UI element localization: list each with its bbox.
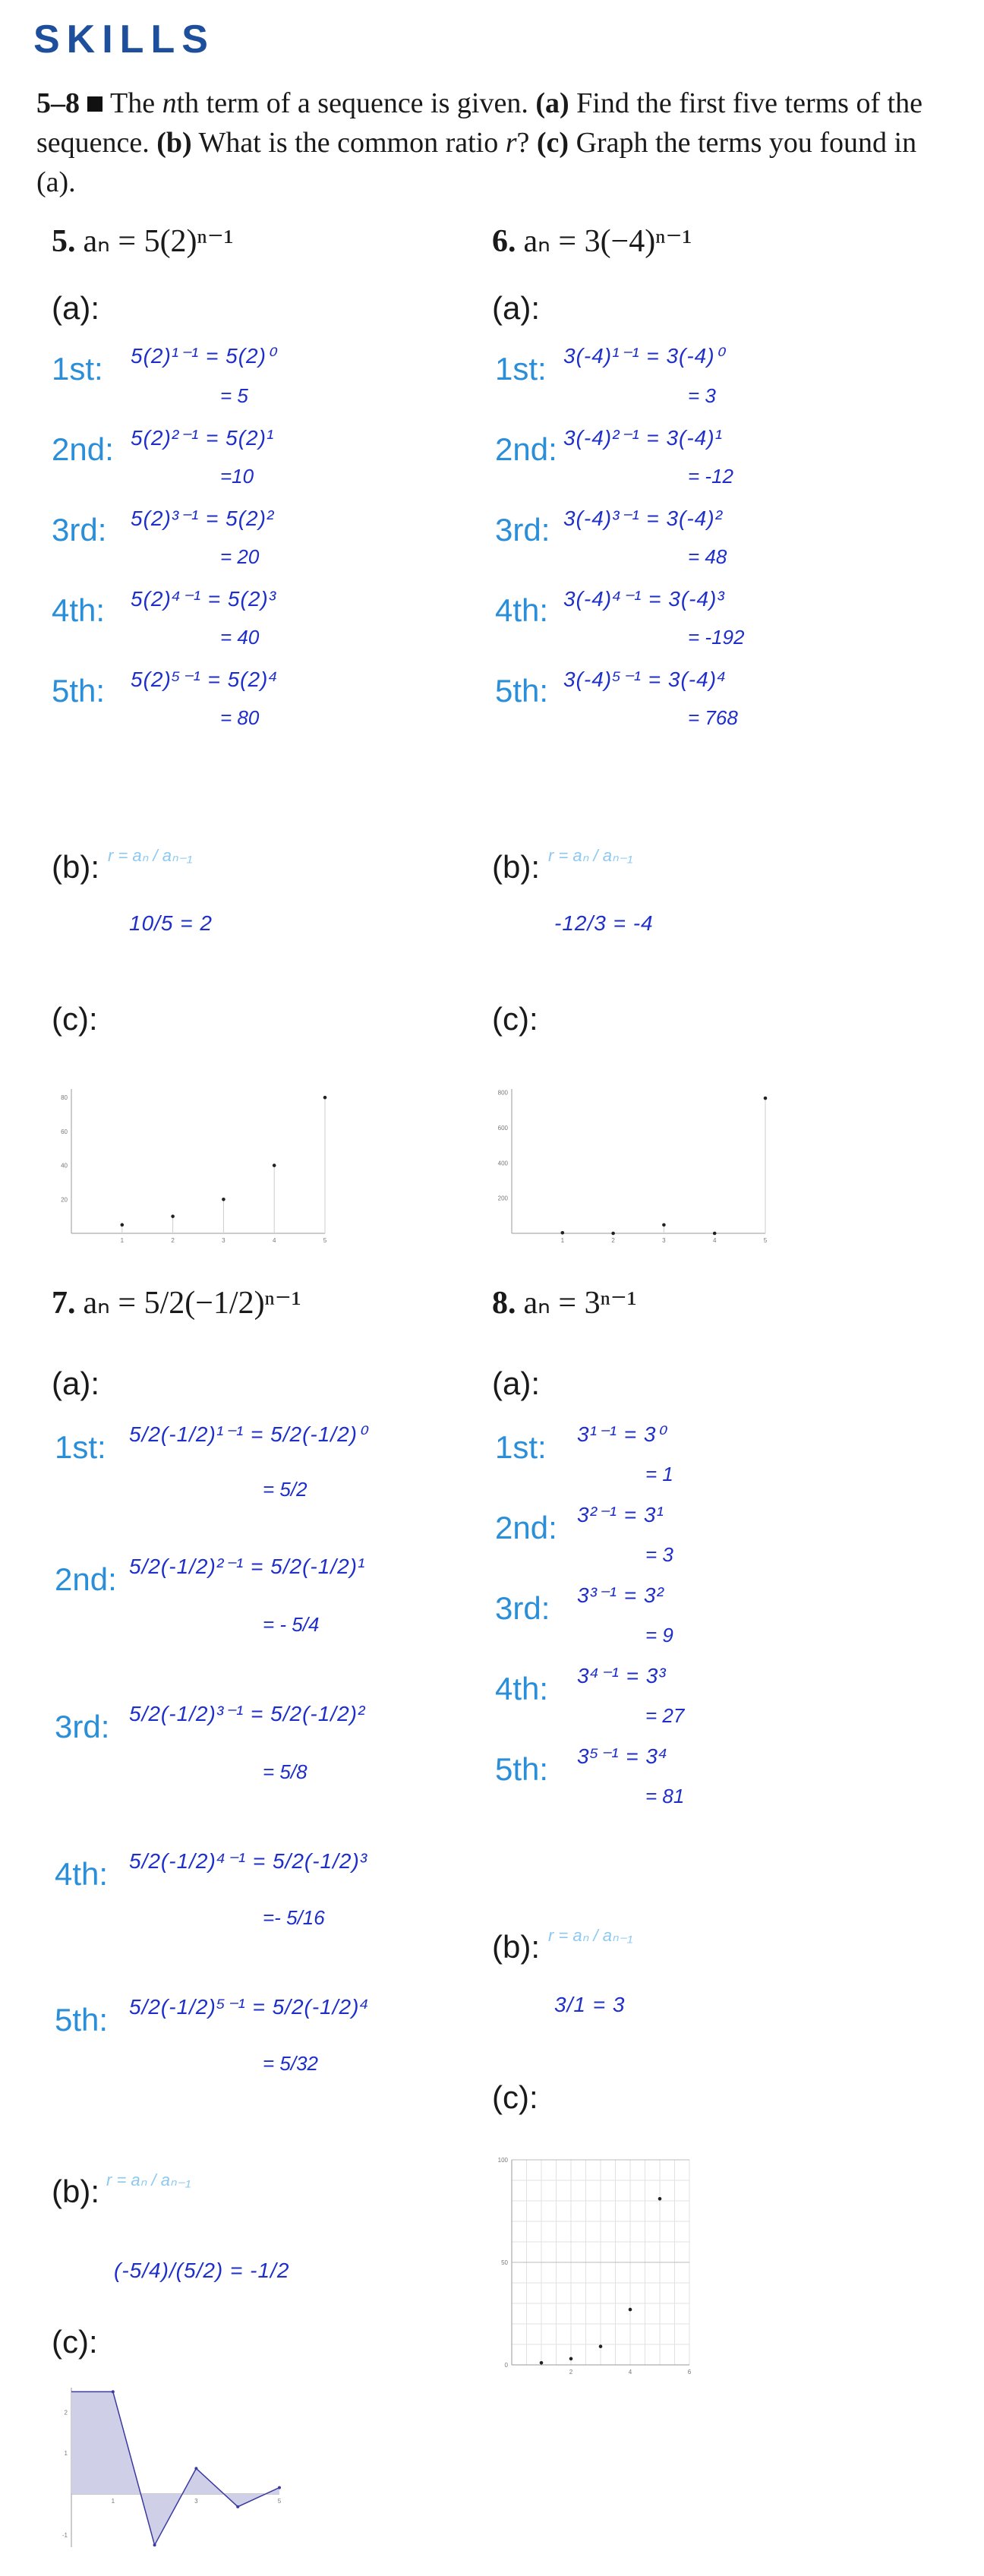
data-point (569, 2357, 573, 2361)
data-point (658, 2197, 662, 2201)
ratio-formula: r = aₙ / aₙ₋₁ (108, 846, 193, 865)
ratio-formula: r = aₙ / aₙ₋₁ (106, 2170, 191, 2189)
term-expression: 5(2)⁴⁻¹ = 5(2)³ (131, 587, 277, 611)
y-tick-label: 800 (497, 1089, 508, 1097)
x-tick-label: 2 (569, 2369, 573, 2376)
x-tick-label: 4 (272, 1237, 276, 1244)
term-result: = 5/8 (263, 1760, 308, 1783)
x-tick-label: 1 (120, 1237, 125, 1244)
ratio-work: 10/5 = 2 (129, 911, 213, 935)
bullet-square (87, 96, 102, 112)
y-tick-label: 60 (61, 1128, 68, 1135)
term-label: 2nd: (55, 1561, 117, 1597)
ratio-work: 3/1 = 3 (554, 1993, 626, 2016)
y-tick-label: 1 (64, 2450, 68, 2458)
term-expression: 3⁵⁻¹ = 3⁴ (577, 1744, 669, 1768)
term-label: 4th: (52, 592, 106, 628)
term-expression: 5/2(-1/2)¹⁻¹ = 5/2(-1/2)⁰ (129, 1422, 367, 1446)
term-expression: 5/2(-1/2)⁴⁻¹ = 5/2(-1/2)³ (129, 1849, 368, 1873)
term-expression: 5/2(-1/2)³⁻¹ = 5/2(-1/2)² (129, 1702, 366, 1725)
data-point (561, 1231, 565, 1235)
term-label: 3rd: (55, 1709, 110, 1744)
y-tick-label: 80 (61, 1094, 68, 1102)
ratio-formula: r = aₙ / aₙ₋₁ (548, 1926, 633, 1945)
x-tick-label: 5 (277, 2498, 282, 2505)
y-tick-label: 200 (497, 1195, 508, 1202)
instructions: 5–8 The nth term of a sequence is given. (a) Find the first five terms of the sequence. (b) What is the common ratio r? (c) Graph the terms you found in (a). (36, 87, 923, 198)
term-label: 4th: (495, 1671, 549, 1706)
term-result: = 20 (220, 545, 260, 568)
y-tick-label: 400 (497, 1160, 508, 1167)
term-result: = 48 (688, 545, 727, 568)
problem-6-part-c: (c): (492, 1001, 538, 1037)
term-label: 5th: (495, 673, 549, 709)
data-point (323, 1096, 327, 1100)
term-expression: 3(-4)⁵⁻¹ = 3(-4)⁴ (563, 668, 727, 691)
term-result: =- 5/16 (263, 1906, 325, 1929)
term-expression: 5(2)⁵⁻¹ = 5(2)⁴ (131, 668, 279, 691)
term-expression: 5/2(-1/2)²⁻¹ = 5/2(-1/2)¹ (129, 1555, 366, 1578)
term-label: 1st: (495, 351, 547, 387)
area-fill (71, 2391, 279, 2545)
problem-6-part-b: (b): (492, 849, 540, 885)
y-tick-label: 50 (501, 2259, 508, 2266)
term-result: = 5 (220, 384, 248, 407)
x-tick-label: 3 (194, 2498, 198, 2505)
term-result: = -192 (688, 626, 745, 649)
term-expression: 3³⁻¹ = 3² (577, 1583, 664, 1607)
data-point (662, 1223, 666, 1227)
term-result: = 27 (645, 1704, 685, 1727)
term-result: = 81 (645, 1785, 685, 1807)
section-title: SKILLS (33, 17, 215, 62)
chart-problem-6 (486, 1078, 774, 1257)
term-result: = -12 (688, 465, 733, 488)
term-result: = 1 (645, 1463, 673, 1485)
data-point (153, 2543, 156, 2546)
data-point (222, 1198, 226, 1201)
term-result: = 9 (645, 1624, 673, 1646)
problem-8-header: 8. aₙ = 3ⁿ⁻¹ (492, 1286, 637, 1321)
term-expression: 3(-4)³⁻¹ = 3(-4)² (563, 507, 723, 530)
y-tick-label: 600 (497, 1124, 508, 1132)
term-result: =10 (220, 465, 254, 488)
term-label: 4th: (55, 1856, 109, 1892)
term-result: = 5/32 (263, 2052, 319, 2075)
data-point (540, 2361, 544, 2365)
term-label: 2nd: (495, 431, 557, 467)
problem-6-part-a: (a): (492, 290, 540, 326)
chart-problem-7 (46, 2377, 289, 2571)
data-point (273, 1163, 276, 1167)
term-expression: 3²⁻¹ = 3¹ (577, 1503, 664, 1526)
term-result: = 768 (688, 706, 738, 729)
x-tick-label: 5 (763, 1237, 768, 1244)
x-tick-label: 2 (171, 1237, 175, 1244)
term-expression: 3¹⁻¹ = 3⁰ (577, 1422, 666, 1446)
term-expression: 5(2)²⁻¹ = 5(2)¹ (131, 426, 275, 450)
y-tick-label: 100 (497, 2157, 508, 2164)
x-tick-label: 4 (712, 1237, 717, 1244)
term-label: 1st: (495, 1429, 547, 1465)
y-tick-label: 0 (504, 2362, 508, 2369)
problem-8-part-c: (c): (492, 2079, 538, 2115)
term-label: 3rd: (495, 1590, 550, 1626)
problem-8-part-b: (b): (492, 1929, 540, 1965)
term-label: 4th: (495, 592, 549, 628)
y-tick-label: -1 (62, 2531, 68, 2539)
term-expression: 3(-4)⁴⁻¹ = 3(-4)³ (563, 587, 725, 611)
y-tick-label: 2 (64, 2409, 68, 2417)
term-label: 1st: (52, 351, 103, 387)
data-point (713, 1232, 717, 1236)
x-tick-label: 6 (687, 2369, 692, 2376)
term-result: = 80 (220, 706, 260, 729)
data-point (629, 2308, 632, 2312)
problem-5-header: 5. aₙ = 5(2)ⁿ⁻¹ (52, 224, 234, 259)
chart-problem-5 (46, 1078, 334, 1257)
term-label: 1st: (55, 1429, 106, 1465)
term-label: 2nd: (52, 431, 114, 467)
x-tick-label: 1 (560, 1237, 565, 1244)
data-point (194, 2467, 197, 2470)
y-tick-label: 20 (61, 1196, 68, 1204)
data-point (278, 2486, 281, 2489)
x-tick-label: 3 (222, 1237, 226, 1244)
term-label: 3rd: (52, 512, 107, 548)
problem-8-part-a: (a): (492, 1365, 540, 1401)
term-label: 5th: (52, 673, 106, 709)
problem-5-part-b: (b): (52, 849, 99, 885)
term-result: = 40 (220, 626, 260, 649)
term-expression: 3(-4)¹⁻¹ = 3(-4)⁰ (563, 344, 724, 368)
ratio-work: (-5/4)/(5/2) = -1/2 (114, 2259, 290, 2282)
term-expression: 5(2)³⁻¹ = 5(2)² (131, 507, 275, 530)
term-result: = 5/2 (263, 1478, 308, 1501)
x-tick-label: 2 (611, 1237, 615, 1244)
y-tick-label: 40 (61, 1162, 68, 1170)
x-tick-label: 5 (323, 1237, 327, 1244)
chart-problem-8 (486, 2149, 699, 2388)
problem-5-part-c: (c): (52, 1001, 98, 1037)
problem-7-header: 7. aₙ = 5/2(−1/2)ⁿ⁻¹ (52, 1286, 301, 1321)
problem-7-part-c: (c): (52, 2324, 98, 2360)
problem-range: 5–8 (36, 87, 80, 119)
term-expression: 3⁴⁻¹ = 3³ (577, 1664, 667, 1687)
data-point (171, 1214, 175, 1218)
x-tick-label: 3 (662, 1237, 666, 1244)
data-point (599, 2344, 603, 2348)
term-label: 2nd: (495, 1510, 557, 1545)
problem-6-header: 6. aₙ = 3(−4)ⁿ⁻¹ (492, 224, 692, 259)
term-result: = 3 (645, 1543, 673, 1566)
term-label: 5th: (55, 2002, 109, 2038)
problem-7-part-a: (a): (52, 1365, 99, 1401)
x-tick-label: 1 (111, 2498, 115, 2505)
term-expression: 5(2)¹⁻¹ = 5(2)⁰ (131, 344, 276, 368)
ratio-formula: r = aₙ / aₙ₋₁ (548, 846, 633, 865)
data-point (236, 2505, 239, 2508)
problem-5-part-a: (a): (52, 290, 99, 326)
term-expression: 5/2(-1/2)⁵⁻¹ = 5/2(-1/2)⁴ (129, 1995, 370, 2019)
data-point (764, 1097, 768, 1100)
ratio-work: -12/3 = -4 (554, 911, 654, 935)
data-point (112, 2390, 115, 2393)
term-expression: 3(-4)²⁻¹ = 3(-4)¹ (563, 426, 723, 450)
term-result: = - 5/4 (263, 1613, 320, 1636)
problem-7-part-b: (b): (52, 2174, 99, 2209)
x-tick-label: 4 (628, 2369, 632, 2376)
term-label: 3rd: (495, 512, 550, 548)
term-label: 5th: (495, 1751, 549, 1787)
data-point (611, 1232, 615, 1236)
data-point (121, 1223, 125, 1227)
term-result: = 3 (688, 384, 716, 407)
